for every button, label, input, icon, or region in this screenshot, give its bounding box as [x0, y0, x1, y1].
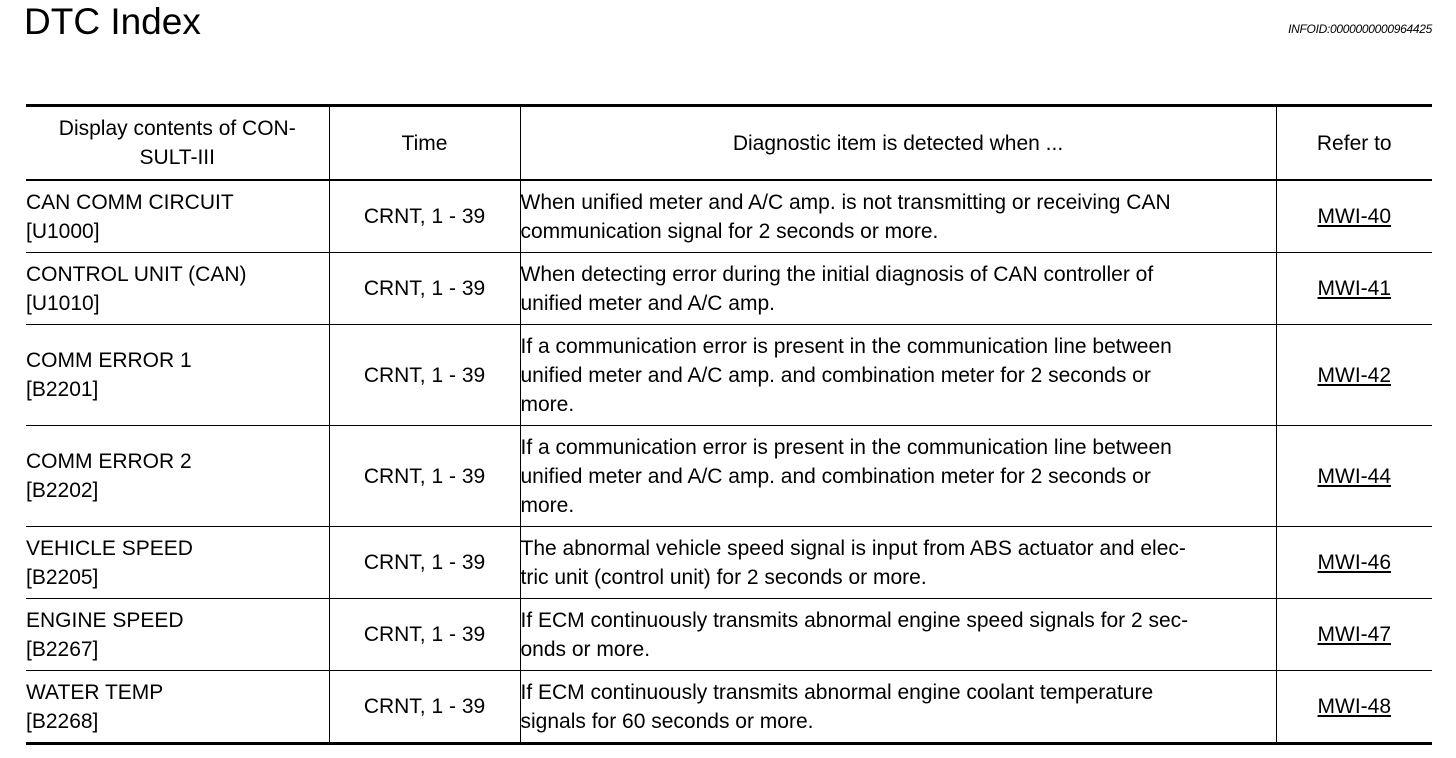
page-title: DTC Index: [24, 1, 201, 42]
display-contents-cell: [26, 325, 329, 426]
refer-to-cell: [1276, 527, 1432, 599]
refer-to-cell: [1276, 253, 1432, 325]
table-header-row: [26, 106, 1432, 181]
header-display-line-1: Display contents of CON-: [58, 117, 296, 140]
dtc-display-name: VEHICLE SPEED: [26, 536, 193, 560]
refer-to-cell: [1276, 599, 1432, 671]
refer-to-link[interactable]: MWI-46: [1317, 551, 1391, 574]
diagnostic-condition-line: If ECM continuously transmits abnormal engine coolant temperature: [520, 680, 1154, 704]
diagnostic-condition-line: tric unit (control unit) for 2 seconds or more.: [520, 565, 927, 589]
dtc-code: [U1010]: [26, 291, 100, 315]
dtc-display-name: COMM ERROR 2: [26, 450, 192, 473]
header-time: Time: [329, 106, 520, 181]
display-contents-cell: [26, 426, 329, 527]
refer-to-link[interactable]: MWI-41: [1317, 277, 1391, 300]
refer-to-link[interactable]: MWI-42: [1317, 363, 1391, 387]
dtc-code: [B2201]: [26, 378, 99, 401]
diagnostic-condition-line: more.: [520, 493, 575, 517]
display-contents-cell: [26, 253, 329, 325]
diagnostic-condition-line: If ECM continuously transmits abnormal engine speed signals for 2 sec-: [520, 608, 1189, 632]
table-row: [26, 671, 1432, 744]
header-display-contents: [26, 106, 329, 181]
dtc-code: [B2268]: [26, 709, 99, 733]
refer-to-cell: [1276, 180, 1432, 253]
diagnostic-condition-line: When detecting error during the initial diagnosis of CAN controller of: [520, 262, 1154, 286]
refer-to-cell: [1276, 671, 1432, 744]
header-diagnostic-item: Diagnostic item is detected when ...: [520, 106, 1276, 181]
display-contents-cell: [26, 180, 329, 253]
diagnostic-condition-cell: [520, 325, 1276, 426]
header-refer-to: Refer to: [1276, 106, 1432, 181]
dtc-display-name: ENGINE SPEED: [26, 608, 184, 632]
diagnostic-condition-line: signals for 60 seconds or more.: [520, 709, 814, 733]
dtc-code: [B2202]: [26, 479, 99, 502]
diagnostic-condition-cell: [520, 253, 1276, 325]
refer-to-link[interactable]: MWI-47: [1317, 623, 1391, 646]
time-cell: CRNT, 1 - 39: [329, 599, 520, 671]
diagnostic-condition-cell: [520, 426, 1276, 527]
dtc-display-name: CAN COMM CIRCUIT: [26, 190, 234, 214]
table-row: [26, 426, 1432, 527]
table-row: [26, 180, 1432, 253]
time-cell: CRNT, 1 - 39: [329, 325, 520, 426]
diagnostic-condition-line: unified meter and A/C amp. and combination meter for 2 seconds or: [520, 363, 1151, 387]
dtc-display-name: COMM ERROR 1: [26, 349, 192, 372]
diagnostic-condition-cell: [520, 180, 1276, 253]
diagnostic-condition-line: unified meter and A/C amp.: [520, 291, 775, 315]
display-contents-cell: [26, 599, 329, 671]
table-body: [26, 180, 1432, 744]
diagnostic-condition-line: communication signal for 2 seconds or more.: [520, 219, 939, 243]
diagnostic-condition-cell: [520, 671, 1276, 744]
dtc-display-name: CONTROL UNIT (CAN): [26, 262, 247, 286]
refer-to-link[interactable]: MWI-40: [1317, 205, 1391, 228]
diagnostic-condition-line: If a communication error is present in the communication line between: [520, 334, 1172, 358]
diagnostic-condition-cell: [520, 527, 1276, 599]
time-cell: CRNT, 1 - 39: [329, 180, 520, 253]
dtc-code: [B2267]: [26, 637, 99, 661]
dtc-code: [B2205]: [26, 565, 99, 589]
refer-to-cell: [1276, 325, 1432, 426]
diagnostic-condition-line: unified meter and A/C amp. and combination meter for 2 seconds or: [520, 464, 1151, 488]
refer-to-link[interactable]: MWI-44: [1317, 464, 1391, 488]
diagnostic-condition-line: The abnormal vehicle speed signal is input from ABS actuator and elec-: [520, 536, 1186, 560]
display-contents-cell: [26, 671, 329, 744]
time-cell: CRNT, 1 - 39: [329, 671, 520, 744]
header-display-line-2: SULT-III: [139, 146, 215, 169]
diagnostic-condition-line: more.: [520, 392, 575, 416]
time-cell: CRNT, 1 - 39: [329, 527, 520, 599]
table-row: [26, 527, 1432, 599]
refer-to-cell: [1276, 426, 1432, 527]
table-row: [26, 253, 1432, 325]
table-row: [26, 325, 1432, 426]
dtc-code: [U1000]: [26, 219, 100, 243]
dtc-table: [26, 104, 1432, 745]
dtc-display-name: WATER TEMP: [26, 680, 164, 704]
diagnostic-condition-cell: [520, 599, 1276, 671]
diagnostic-condition-line: If a communication error is present in the communication line between: [520, 435, 1172, 459]
time-cell: CRNT, 1 - 39: [329, 426, 520, 527]
refer-to-link[interactable]: MWI-48: [1317, 695, 1391, 718]
info-id: INFOID:0000000000964425: [1288, 22, 1432, 36]
diagnostic-condition-line: When unified meter and A/C amp. is not transmitting or receiving CAN: [520, 190, 1171, 214]
table-row: [26, 599, 1432, 671]
diagnostic-condition-line: onds or more.: [520, 637, 651, 661]
time-cell: CRNT, 1 - 39: [329, 253, 520, 325]
display-contents-cell: [26, 527, 329, 599]
